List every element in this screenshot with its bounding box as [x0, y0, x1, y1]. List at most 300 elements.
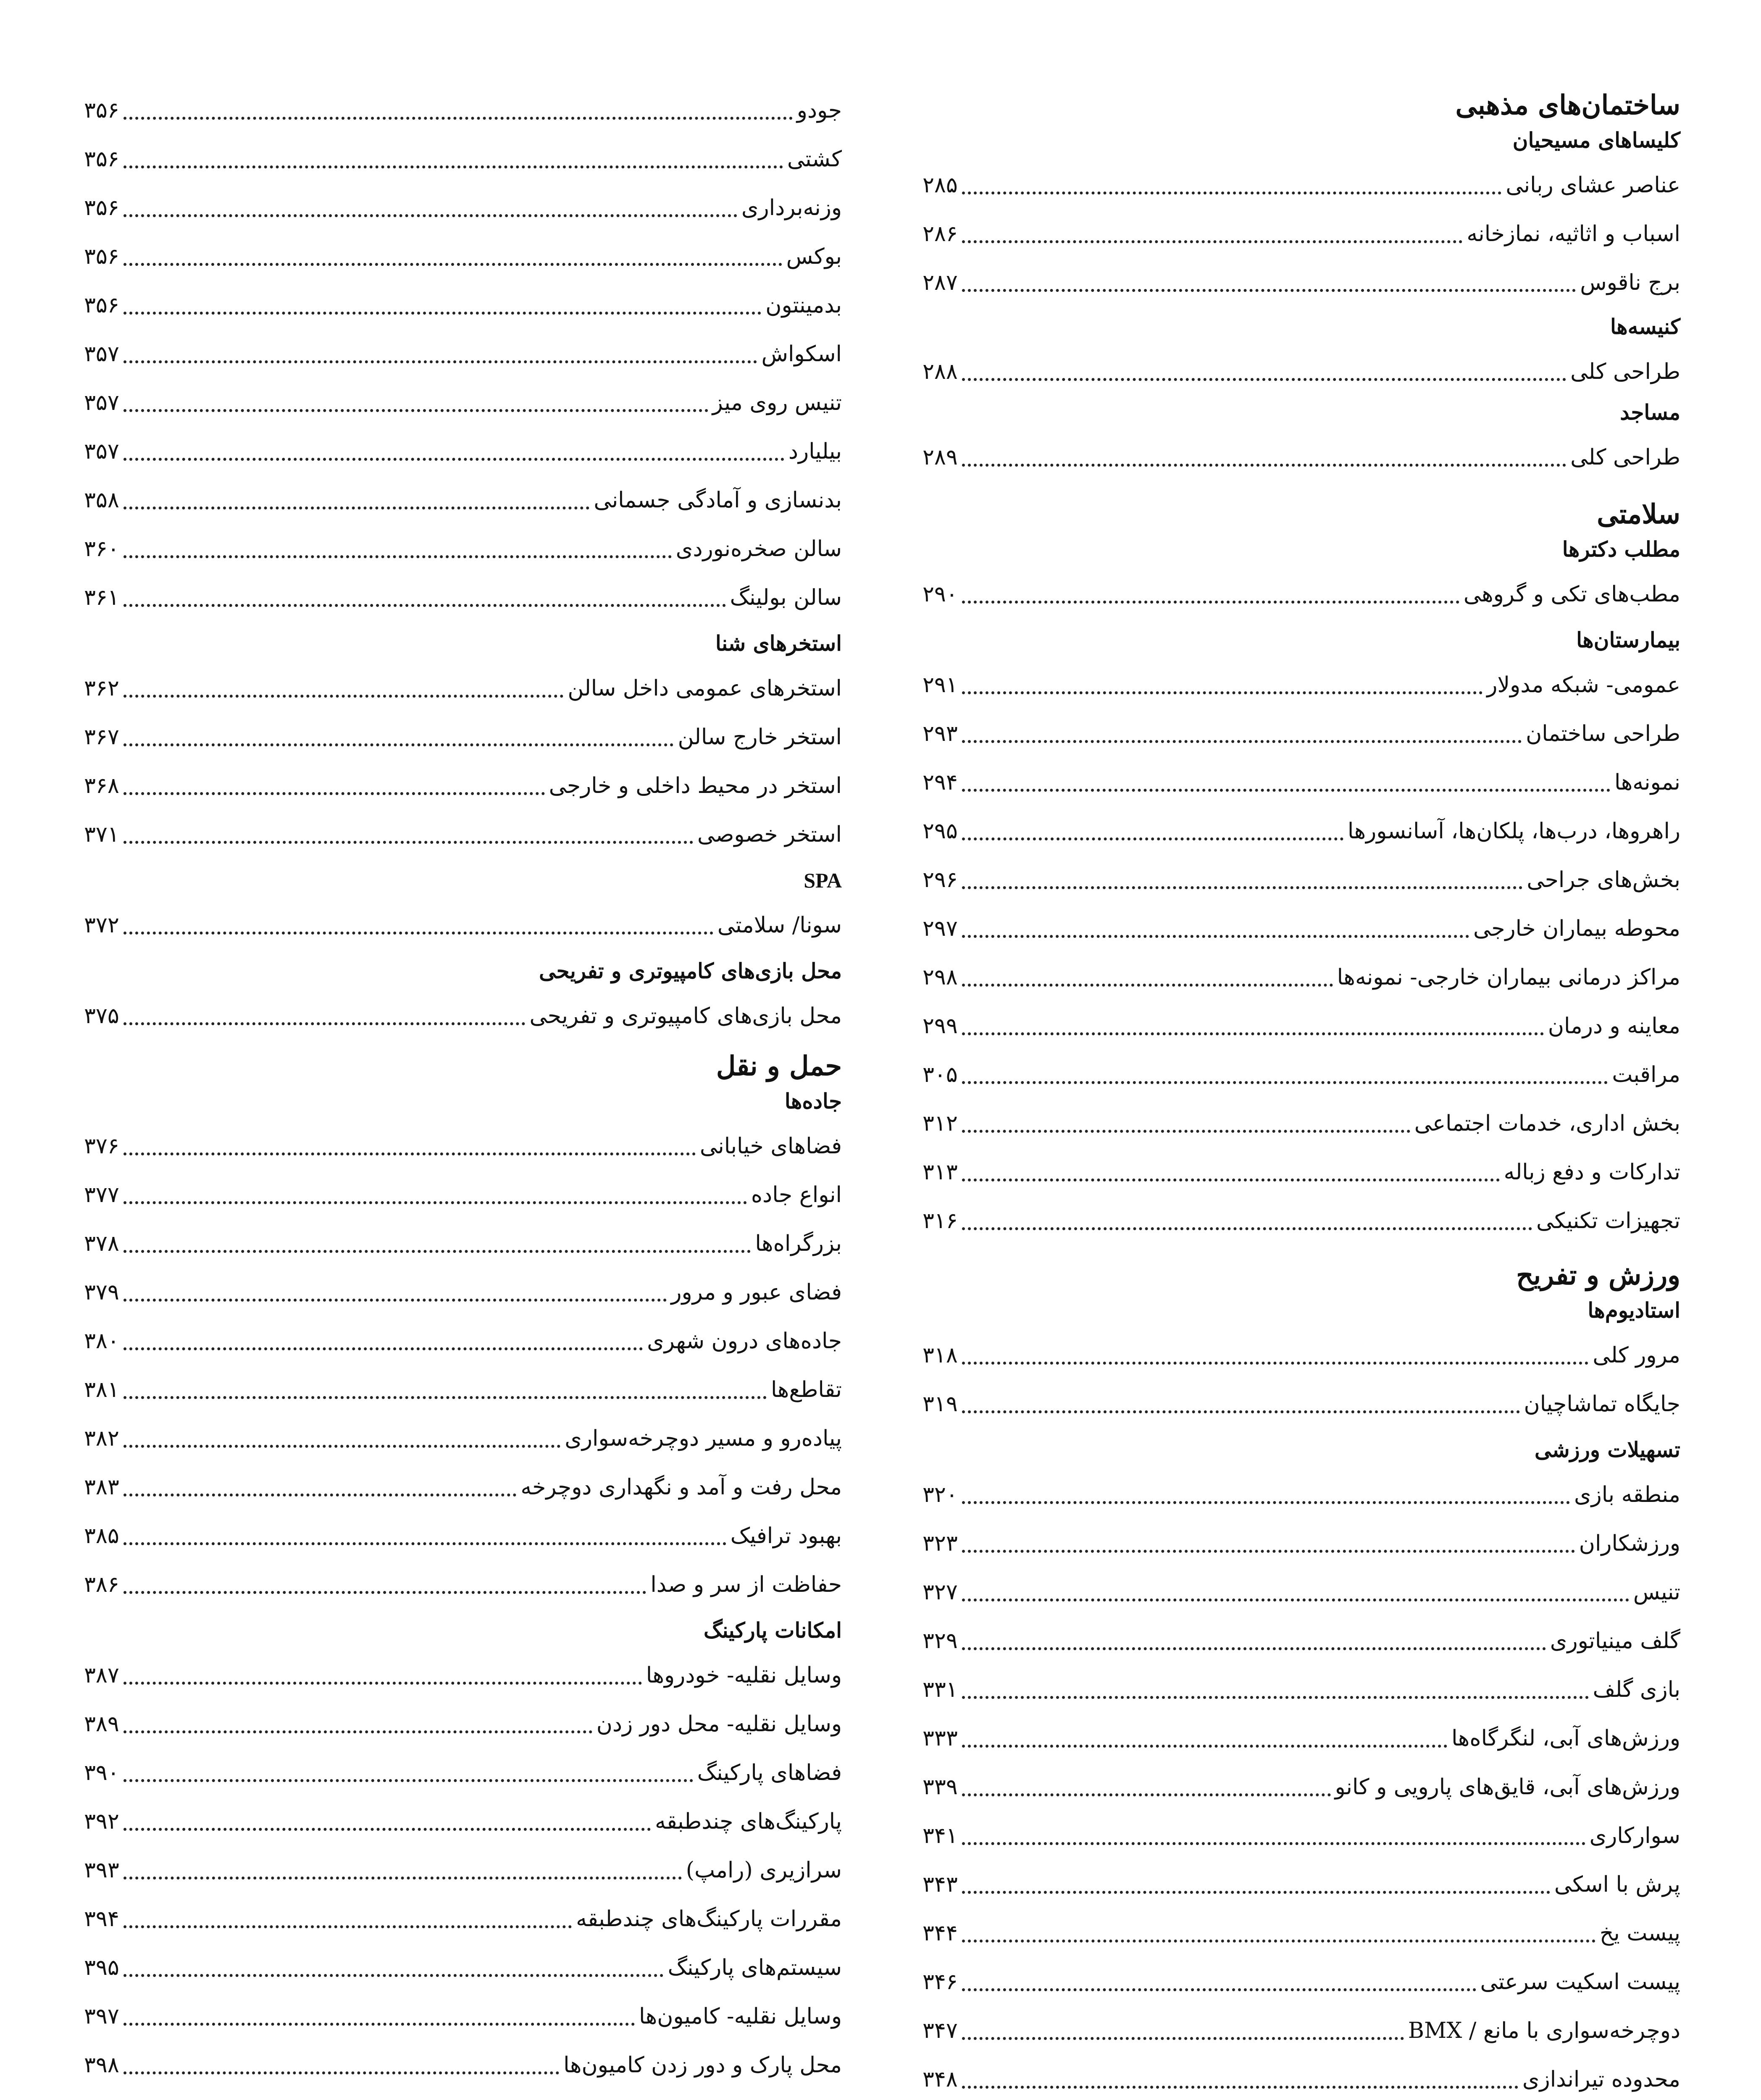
toc-entry: [84, 86, 842, 135]
dot-leader: [124, 360, 757, 363]
toc-entry: [923, 1714, 1680, 1763]
dot-leader: [962, 1891, 1550, 1894]
toc-list: [923, 433, 1680, 482]
entry-title: حفاظت از سر و صدا: [650, 1572, 842, 1597]
toc-list: [84, 1651, 842, 2100]
page-number: ۳۴۸: [923, 2067, 958, 2092]
dot-leader: [962, 192, 1502, 194]
entry-title: وسایل نقلیه- کامیون‌ها: [639, 2004, 842, 2029]
entry-title: منطقه بازی: [1574, 1482, 1680, 1507]
entry-title: سالن صخره‌نوردی: [675, 536, 842, 562]
dot-leader: [962, 1647, 1546, 1650]
page-number: ۳۷۵: [84, 1003, 119, 1029]
page-number: ۲۸۸: [923, 359, 958, 384]
toc-entry: [923, 1197, 1680, 1245]
toc-entry: [84, 901, 842, 950]
dot-leader: [124, 555, 672, 558]
toc-entry: [84, 1943, 842, 1992]
toc-entry: [923, 2055, 1680, 2100]
toc-list: [84, 901, 842, 950]
entry-title: فضاهای خیابانی: [699, 1134, 842, 1159]
page-number: ۳۴۳: [923, 1872, 958, 1897]
dot-leader: [962, 1081, 1608, 1084]
entry-title: محل پارک و دور زدن کامیون‌ها: [563, 2053, 842, 2078]
toc-right-column: [923, 86, 1680, 2100]
entry-title: تنیس: [1633, 1580, 1680, 1605]
toc-entry: [923, 161, 1680, 210]
toc-list: [84, 1122, 842, 1609]
dot-leader: [962, 378, 1566, 381]
page-number: ۳۸۰: [84, 1328, 119, 1354]
entry-title: بخش‌های جراحی: [1527, 867, 1680, 892]
dot-leader: [124, 932, 713, 934]
dot-leader: [962, 1179, 1500, 1181]
toc-entry: [923, 856, 1680, 904]
toc-entry: [84, 1700, 842, 1748]
page-number: ۲۸۶: [923, 221, 958, 247]
page-number: ۲۹۵: [923, 819, 958, 844]
toc-entry: [923, 1860, 1680, 1909]
toc-entry: [923, 1050, 1680, 1099]
page-number: ۳۳۳: [923, 1726, 958, 1751]
dot-leader: [124, 1152, 696, 1155]
entry-title: اسکواش: [761, 341, 842, 367]
subsection-title-clinics: مطلب دکترها: [1562, 537, 1680, 562]
dot-leader: [124, 1445, 560, 1448]
dot-leader: [124, 1925, 572, 1928]
toc-entry: [84, 1463, 842, 1512]
toc-entry: [84, 1365, 842, 1414]
toc-entry: [84, 1512, 842, 1560]
entry-title: دوچرخه‌سواری با مانع / BMX: [1408, 2018, 1680, 2043]
page-number: ۳۵۷: [84, 439, 119, 464]
dot-leader: [962, 1410, 1520, 1413]
dot-leader: [962, 1032, 1544, 1035]
subsection-title-spa: SPA: [804, 869, 842, 892]
page-number: ۳۱۶: [923, 1208, 958, 1234]
toc-list: [923, 161, 1680, 307]
page-number: ۲۸۹: [923, 445, 958, 470]
entry-title: تنیس روی میز: [712, 390, 842, 415]
entry-title: بوکس: [786, 244, 842, 269]
entry-title: استخر خارج سالن: [678, 724, 842, 750]
entry-title: مرور کلی: [1593, 1343, 1680, 1368]
dot-leader: [962, 289, 1576, 292]
section-title-religious: ساختمان‌های مذهبی: [1455, 89, 1680, 121]
page-number: ۳۰۵: [923, 1062, 958, 1087]
page-number: ۳۹۴: [84, 1906, 119, 1932]
toc-entry: [84, 713, 842, 761]
page-number: ۲۸۷: [923, 270, 958, 295]
toc-entry: [84, 1992, 842, 2041]
entry-title: نمونه‌ها: [1614, 770, 1680, 795]
entry-title: فضاهای پارکینگ: [697, 1760, 842, 1785]
dot-leader: [124, 1022, 526, 1025]
page-number: ۳۹۲: [84, 1809, 119, 1834]
page-number: ۳۵۷: [84, 390, 119, 415]
dot-leader: [962, 2037, 1404, 2040]
page-number: ۲۸۵: [923, 173, 958, 198]
entry-title: اسباب و اثاثیه، نمازخانه: [1467, 221, 1680, 247]
dot-leader: [124, 1250, 751, 1253]
entry-title: استخر در محیط داخلی و خارجی: [549, 773, 842, 798]
toc-left-column: [84, 86, 842, 2100]
section-title-transport: حمل و نقل: [716, 1050, 842, 1082]
subsection-title-synagogues: کنیسه‌ها: [1610, 314, 1680, 339]
page-number: ۳۳۹: [923, 1774, 958, 1800]
toc-entry: [923, 210, 1680, 258]
toc-entry: [923, 1002, 1680, 1050]
dot-leader: [124, 117, 793, 120]
entry-title: طراحی ساختمان: [1526, 721, 1680, 746]
toc-entry: [84, 476, 842, 525]
toc-list: [923, 570, 1680, 619]
toc-entry: [84, 1268, 842, 1317]
entry-title: استخر خصوصی: [697, 822, 842, 847]
page-number: ۳۲۳: [923, 1531, 958, 1556]
page-number: ۲۹۱: [923, 672, 958, 698]
dot-leader: [124, 695, 564, 698]
page-number: ۳۶۷: [84, 724, 119, 750]
entry-title: جایگاه تماشاچیان: [1524, 1391, 1680, 1417]
dot-leader: [962, 935, 1469, 938]
dot-leader: [124, 1396, 767, 1399]
entry-title: وزنه‌برداری: [741, 195, 842, 220]
entry-title: مطب‌های تکی و گروهی: [1463, 582, 1680, 607]
page-number: ۳۸۱: [84, 1377, 119, 1402]
toc-entry: [84, 1895, 842, 1943]
page-number: ۲۹۰: [923, 582, 958, 607]
toc-entry: [84, 1560, 842, 1609]
dot-leader: [962, 1227, 1532, 1230]
dot-leader: [962, 1362, 1589, 1365]
entry-title: معاینه و درمان: [1548, 1013, 1680, 1039]
toc-entry: [84, 1122, 842, 1171]
page-number: ۳۵۶: [84, 244, 119, 269]
toc-list: [84, 664, 842, 859]
dot-leader: [124, 507, 590, 509]
entry-title: محل رفت و آمد و نگهداری دوچرخه: [520, 1475, 842, 1500]
dot-leader: [962, 1745, 1447, 1748]
page-number: ۳۷۸: [84, 1231, 119, 1256]
page-number: ۳۱۲: [923, 1111, 958, 1136]
page-number: ۳۵۶: [84, 147, 119, 172]
page-number: ۳۴۷: [923, 2018, 958, 2043]
entry-title: مقررات پارکینگ‌های چندطبقه: [576, 1906, 842, 1932]
toc-entry: [84, 525, 842, 573]
toc-entry: [84, 1171, 842, 1219]
entry-title: ورزش‌های آبی، لنگرگاه‌ها: [1451, 1726, 1680, 1751]
entry-title: عناصر عشای ربانی: [1506, 173, 1680, 198]
dot-leader: [124, 409, 708, 412]
page-number: ۲۹۶: [923, 867, 958, 892]
subsection-title-churches: کلیساهای مسیحیان: [1512, 128, 1680, 152]
entry-title: سرازیری (رامپ): [686, 1858, 842, 1883]
subsection-title-parking: امکانات پارکینگ: [703, 1618, 842, 1643]
entry-title: پیست یخ: [1599, 1921, 1680, 1946]
page-number: ۳۶۰: [84, 536, 119, 562]
subsection-title-mosques: مساجد: [1620, 400, 1680, 425]
dot-leader: [962, 984, 1333, 987]
entry-title: ورزشکاران: [1579, 1531, 1680, 1556]
page-number: ۳۹۰: [84, 1760, 119, 1785]
dot-leader: [962, 837, 1343, 840]
page-number: ۲۹۴: [923, 770, 958, 795]
page-number: ۳۲۰: [923, 1482, 958, 1507]
entry-title: وسایل نقلیه- محل دور زدن: [596, 1712, 842, 1737]
page-number: ۳۸۳: [84, 1475, 119, 1500]
page-number: ۳۹۸: [84, 2053, 119, 2078]
dot-leader: [124, 1201, 747, 1204]
toc-entry: [84, 1797, 842, 1846]
page-number: ۳۱۸: [923, 1343, 958, 1368]
entry-title: تجهیزات تکنیکی: [1536, 1208, 1680, 1234]
page-number: ۳۷۹: [84, 1280, 119, 1305]
entry-title: بدنسازی و آمادگی جسمانی: [594, 488, 842, 513]
page-number: ۳۶۸: [84, 773, 119, 798]
entry-title: بهبود ترافیک: [730, 1523, 842, 1549]
toc-entry: [84, 135, 842, 184]
entry-title: بدمینتون: [765, 293, 842, 318]
dot-leader: [962, 740, 1522, 743]
page-number: ۳۸۷: [84, 1663, 119, 1688]
entry-title: تدارکات و دفع زباله: [1503, 1160, 1680, 1185]
entry-title: تقاطع‌ها: [771, 1377, 842, 1402]
subsection-title-stadiums: استادیوم‌ها: [1588, 1298, 1680, 1323]
entry-title: محدوده تیراندازی: [1522, 2067, 1680, 2092]
dot-leader: [124, 1974, 664, 1977]
toc-entry: [923, 258, 1680, 307]
page-number: ۳۷۱: [84, 822, 119, 847]
toc-list: [923, 1470, 1680, 2100]
dot-leader: [962, 886, 1523, 889]
dot-leader: [962, 1940, 1595, 1942]
toc-entry: [84, 573, 842, 622]
toc-entry: [923, 1331, 1680, 1380]
entry-title: مراقبت: [1612, 1062, 1680, 1087]
entry-title: محوطه بیماران خارجی: [1473, 916, 1680, 941]
dot-leader: [124, 1591, 647, 1594]
toc-entry: [923, 347, 1680, 396]
toc-entry: [923, 1617, 1680, 1665]
toc-entry: [923, 953, 1680, 1002]
dot-leader: [124, 1347, 643, 1350]
entry-title: جاده‌های درون شهری: [647, 1328, 842, 1354]
page-number: ۳۷۲: [84, 913, 119, 938]
entry-title: بزرگراه‌ها: [755, 1231, 842, 1256]
entry-title: گلف مینیاتوری: [1550, 1628, 1680, 1654]
page-number: ۳۳۱: [923, 1677, 958, 1702]
toc-entry: [84, 992, 842, 1040]
page-number: ۳۱۹: [923, 1391, 958, 1417]
page-number: ۳۸۶: [84, 1572, 119, 1597]
entry-title: فضای عبور و مرور: [671, 1280, 842, 1305]
page-number: ۲۹۹: [923, 1013, 958, 1039]
entry-title: سوارکاری: [1589, 1823, 1680, 1848]
dot-leader: [962, 464, 1566, 467]
page-number: ۳۸۵: [84, 1523, 119, 1549]
dot-leader: [962, 1988, 1476, 1991]
dot-leader: [962, 789, 1610, 792]
toc-entry: [923, 1148, 1680, 1197]
page-number: ۳۸۲: [84, 1426, 119, 1451]
dot-leader: [124, 2071, 559, 2074]
page-number: ۳۹۵: [84, 1955, 119, 1980]
subsection-title-pools: استخرهای شنا: [715, 631, 842, 656]
toc-entry: [923, 807, 1680, 856]
section-title-health: سلامتی: [1597, 499, 1680, 530]
page-number: ۳۹۷: [84, 2004, 119, 2029]
entry-title: طراحی کلی: [1570, 359, 1680, 384]
entry-title: محل بازی‌های کامپیوتری و تفریحی: [529, 1003, 842, 1029]
page-number: ۳۸۹: [84, 1712, 119, 1737]
dot-leader: [962, 1842, 1585, 1845]
toc-list: [84, 992, 842, 1040]
subsection-title-roads: جاده‌ها: [784, 1089, 842, 1113]
entry-title: سونا/ سلامتی: [717, 913, 842, 938]
toc-entry: [84, 810, 842, 859]
entry-title: کشتی: [787, 147, 842, 172]
toc-entry: [923, 433, 1680, 482]
toc-entry: [923, 1380, 1680, 1428]
entry-title: استخرهای عمومی داخل سالن: [568, 676, 842, 701]
entry-title: بازی گلف: [1593, 1677, 1680, 1702]
toc-list: [923, 347, 1680, 396]
dot-leader: [124, 214, 737, 217]
page-number: ۳۵۷: [84, 341, 119, 367]
page-number: ۲۹۳: [923, 721, 958, 746]
page-number: ۳۲۷: [923, 1580, 958, 1605]
page-number: ۲۹۸: [923, 965, 958, 990]
dot-leader: [124, 1682, 642, 1685]
toc-entry: [923, 1909, 1680, 1958]
subsection-title-facilities: تسهیلات ورزشی: [1535, 1437, 1680, 1462]
page-number: ۳۴۶: [923, 1969, 958, 1995]
entry-title: سیستم‌های پارکینگ: [668, 1955, 842, 1980]
subsection-title-games: محل بازی‌های کامپیوتری و تفریحی: [539, 958, 842, 983]
dot-leader: [124, 604, 726, 607]
toc-entry: [923, 661, 1680, 709]
entry-title: سالن بولینگ: [730, 585, 842, 610]
toc-entry: [84, 281, 842, 330]
dot-leader: [124, 458, 784, 461]
page-number: ۳۴۴: [923, 1921, 958, 1946]
entry-title: جودو: [796, 98, 842, 123]
entry-title: انواع جاده: [751, 1182, 842, 1208]
page-number: ۳۷۶: [84, 1134, 119, 1159]
entry-title: پارکینگ‌های چندطبقه: [655, 1809, 842, 1834]
dot-leader: [124, 743, 674, 746]
dot-leader: [124, 1828, 651, 1831]
dot-leader: [962, 1501, 1570, 1504]
page-number: ۳۲۹: [923, 1628, 958, 1654]
toc-list: [923, 1331, 1680, 1428]
toc-entry: [84, 2041, 842, 2090]
dot-leader: [124, 263, 782, 266]
toc-entry: [923, 2006, 1680, 2055]
toc-entry: [923, 1568, 1680, 1617]
entry-title: طراحی کلی: [1570, 445, 1680, 470]
entry-title: بیلیارد: [788, 439, 842, 464]
page-number: ۳۴۱: [923, 1823, 958, 1848]
toc-entry: [923, 904, 1680, 953]
dot-leader: [124, 841, 693, 844]
entry-title: پیاده‌رو و مسیر دوچرخه‌سواری: [565, 1426, 842, 1451]
entry-title: پیست اسکیت سرعتی: [1480, 1969, 1680, 1995]
page-number: ۳۶۱: [84, 585, 119, 610]
dot-leader: [124, 312, 761, 315]
toc-entry: [923, 1811, 1680, 1860]
dot-leader: [124, 1494, 517, 1496]
dot-leader: [124, 1299, 667, 1302]
toc-entry: [84, 1651, 842, 1700]
dot-leader: [124, 1730, 592, 1733]
toc-entry: [923, 1665, 1680, 1714]
dot-leader: [962, 240, 1463, 243]
toc-entry: [923, 1958, 1680, 2006]
page-number: ۳۹۳: [84, 1858, 119, 1883]
dot-leader: [962, 1696, 1589, 1699]
entry-title: پرش با اسکی: [1554, 1872, 1680, 1897]
toc-entry: [923, 758, 1680, 807]
section-title-sport: ورزش و تفریح: [1516, 1260, 1680, 1291]
toc-entry: [923, 1763, 1680, 1811]
entry-title: [692, 2090, 842, 2100]
dot-leader: [962, 1130, 1410, 1133]
toc-entry: [923, 709, 1680, 758]
entry-title: عمومی- شبکه مدولار: [1487, 672, 1680, 698]
dot-leader: [124, 165, 783, 168]
entry-title: مراکز درمانی بیماران خارجی- نمونه‌ها: [1337, 965, 1680, 990]
toc-entry: [84, 664, 842, 713]
toc-entry: [923, 1099, 1680, 1148]
toc-entry: [923, 1519, 1680, 1568]
dot-leader: [124, 1779, 693, 1782]
toc-entry: [84, 761, 842, 810]
toc-entry: [84, 427, 842, 476]
toc-entry: [84, 1219, 842, 1268]
subsection-title-hospitals: بیمارستان‌ها: [1576, 627, 1680, 652]
toc-entry: [923, 1470, 1680, 1519]
toc-entry: [84, 2090, 842, 2100]
toc-entry: [84, 184, 842, 232]
page-number: [84, 2090, 119, 2100]
dot-leader: [124, 1542, 726, 1545]
toc-entry: [84, 1414, 842, 1463]
toc-entry: [84, 1317, 842, 1365]
dot-leader: [962, 691, 1483, 694]
dot-leader: [124, 2023, 635, 2026]
toc-list: [84, 86, 842, 622]
page-number: ۳۵۶: [84, 195, 119, 220]
dot-leader: [962, 601, 1459, 604]
toc-list: [923, 661, 1680, 1245]
toc-entry: [923, 570, 1680, 619]
dot-leader: [962, 1599, 1629, 1601]
dot-leader: [962, 2086, 1518, 2089]
entry-title: بخش اداری، خدمات اجتماعی: [1414, 1111, 1680, 1136]
page-number: ۳۵۶: [84, 293, 119, 318]
entry-title: برج ناقوس: [1580, 270, 1680, 295]
dot-leader: [962, 1550, 1575, 1553]
toc-entry: [84, 1748, 842, 1797]
toc-entry: [84, 330, 842, 378]
page-number: ۲۹۷: [923, 916, 958, 941]
dot-leader: [124, 792, 545, 795]
page-number: ۳۱۳: [923, 1160, 958, 1185]
page-number: ۳۵۸: [84, 488, 119, 513]
dot-leader: [124, 1877, 682, 1880]
